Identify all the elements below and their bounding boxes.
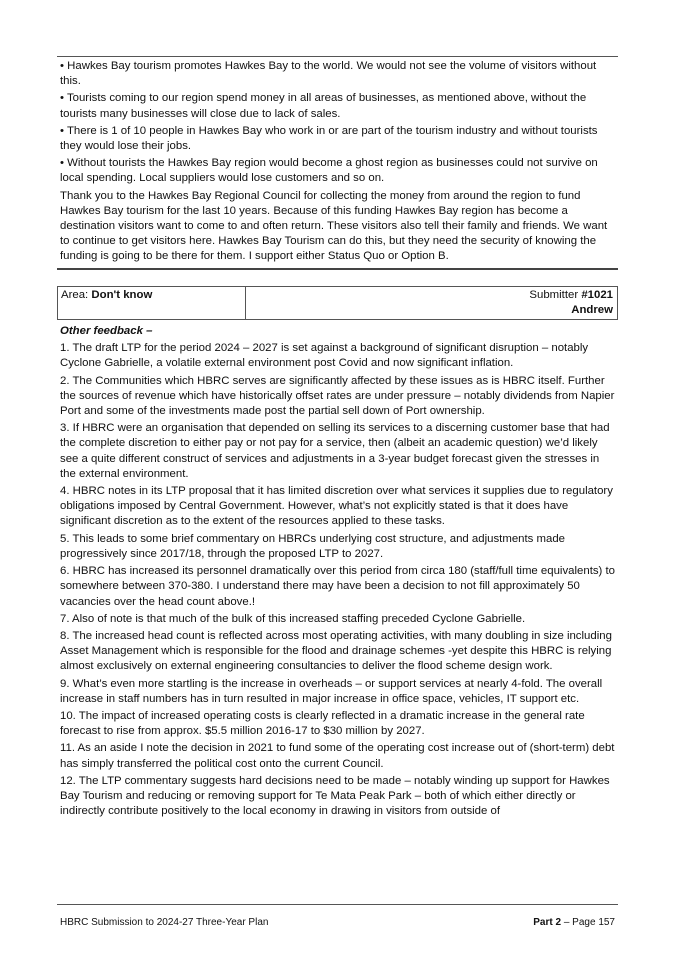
paragraph: 7. Also of note is that much of the bulk of this increased staffing preceded Cyclone Gabrielle. bbox=[60, 612, 526, 625]
submitter-label: Submitter bbox=[529, 288, 582, 301]
tourism-feedback-section bbox=[57, 57, 618, 268]
paragraph: 4. HBRC notes in its LTP proposal that it has limited discretion over what services it supplies due to regulatory obligations imposed by Central Government. However, what’s not explicitly stated is that it does have significant discretion as to the extent of the resources applied to these tasks. bbox=[60, 485, 613, 528]
submitter-header-table bbox=[57, 286, 618, 320]
paragraph: 6. HBRC has increased its personnel dramatically over this period from circa 180 (staff/full time equivalents) to somewhere between 370-380. I understand there may have been a decision to not fill approximately 50 vacancies over the head count above.! bbox=[60, 565, 616, 608]
document-page bbox=[57, 56, 618, 822]
paragraph: 1. The draft LTP for the period 2024 – 2027 is set against a background of significant disruption – notably Cyclone Gabrielle, a volatile external environment post Covid and now significant inflation. bbox=[60, 342, 589, 370]
area-cell bbox=[58, 286, 246, 319]
footer-part: Part 2 bbox=[533, 917, 562, 928]
paragraph: Thank you to the Hawkes Bay Regional Council for collecting the money from around the region to fund Hawkes Bay tourism for the last 10 years. Because of this funding Hawkes Bay region has become a destination visitors want to come to and often return. These visitors also tell their family and friends. We want to continue to get visitors here. Hawkes Bay Tourism can do this, but they need the security of knowing the funding is going to be there for them. I support either Status Quo or Option B. bbox=[60, 189, 608, 263]
paragraph: 8. The increased head count is reflected across most operating activities, with many doubling in size including Asset Management which is responsible for the flood and drainage schemes -yet despite this HBRC is relying almost exclusively on external engineering consultancies to deliver the flood scheme design work. bbox=[60, 629, 612, 673]
footer-page-number bbox=[533, 916, 618, 929]
other-feedback-section bbox=[57, 320, 618, 822]
submitter-name: Andrew bbox=[571, 303, 613, 316]
area-label: Area: bbox=[61, 288, 92, 301]
area-value: Don't know bbox=[91, 288, 153, 301]
paragraph: 3. If HBRC were an organisation that depended on selling its services to a discerning customer base that had the complete discretion to either pay or not pay for a service, then (albeit an academic question) we’d likely see a quite different construct of services and adjustments in a 3-year budget forecast given the stresses in the external environment. bbox=[60, 422, 610, 480]
footer-document-title: HBRC Submission to 2024-27 Three-Year Plan bbox=[60, 917, 269, 928]
other-feedback-heading: Other feedback – bbox=[60, 325, 153, 338]
submitter-cell bbox=[246, 286, 618, 319]
paragraph: • Hawkes Bay tourism promotes Hawkes Bay to the world. We would not see the volume of visitors without this. bbox=[60, 60, 597, 88]
paragraph: • Tourists coming to our region spend money in all areas of businesses, as mentioned above, without the tourists many businesses will close due to lack of sales. bbox=[60, 92, 587, 120]
section-divider bbox=[57, 268, 618, 270]
footer-page: – Page 157 bbox=[561, 917, 615, 928]
page-footer bbox=[57, 904, 618, 929]
paragraph: 2. The Communities which HBRC serves are significantly affected by these issues as is HBRC itself. Further the sources of revenue which have historically offset rates are under pressure – notably dividends from Napier Port and some of the investments made post the partial sell down of Port ownership. bbox=[60, 374, 615, 418]
paragraph: 10. The impact of increased operating costs is clearly reflected in a dramatic increase in the general rate forecast to rise from approx. $5.5 million 2016-17 to $30 million by 2027. bbox=[60, 709, 585, 738]
paragraph: 5. This leads to some brief commentary on HBRCs underlying cost structure, and adjustments made progressively since 2017/18, through the proposed LTP to 2027. bbox=[60, 532, 566, 560]
submitter-number: #1021 bbox=[581, 288, 613, 301]
paragraph: • Without tourists the Hawkes Bay region would become a ghost region as businesses could not survive on local spending. Local suppliers would lose customers and so on. bbox=[60, 157, 598, 185]
paragraph: 9. What’s even more startling is the increase in overheads – or support services at nearly 4-fold. The overall increase in staff numbers has in turn resulted in major increase in office space, vehicles, IT support etc. bbox=[60, 677, 603, 705]
paragraph: • There is 1 of 10 people in Hawkes Bay who work in or are part of the tourism industry and without tourists they would lose their jobs. bbox=[60, 124, 598, 153]
paragraph: 11. As an aside I note the decision in 2021 to fund some of the operating cost increase out of (short-term) debt has simply transferred the political cost onto the current Council. bbox=[60, 742, 615, 770]
paragraph: 12. The LTP commentary suggests hard decisions need to be made – notably winding up support for Hawkes Bay Tourism and reducing or removing support for Te Mata Peak Park – both of which either directly or indirectly contribute positively to the local economy in drawing in visitors from outside of bbox=[60, 774, 610, 818]
